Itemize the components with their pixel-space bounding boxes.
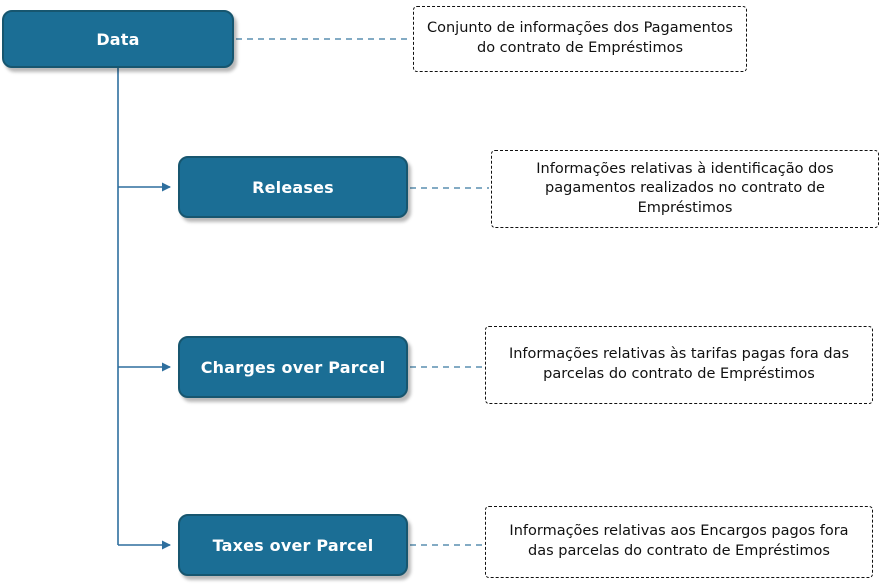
node-taxes-over-parcel[interactable] (178, 514, 408, 576)
note-releases-text: Informações relativas à identificação dos pagamentos realizados no contrato de Empréstimos (536, 160, 834, 216)
note-data (413, 6, 747, 72)
note-charges-over-parcel (485, 326, 873, 404)
note-data-text: Conjunto de informações dos Pagamentos do contrato de Empréstimos (427, 20, 733, 56)
note-charges-over-parcel-text: Informações relativas às tarifas pagas fora das parcelas do contrato de Empréstimos (508, 346, 850, 382)
note-taxes-over-parcel-text: Informações relativas aos Encargos pagos fora das parcelas do contrato de Empréstimos (509, 523, 849, 559)
node-taxes-over-parcel-label: Taxes over Parcel (212, 535, 374, 555)
note-releases (491, 150, 879, 228)
node-charges-over-parcel[interactable] (178, 336, 408, 398)
node-releases-label: Releases (252, 177, 334, 197)
note-taxes-over-parcel (485, 506, 873, 578)
node-releases[interactable] (178, 156, 408, 218)
node-data[interactable] (2, 10, 234, 68)
node-data-label: Data (96, 29, 140, 49)
node-charges-over-parcel-label: Charges over Parcel (200, 357, 386, 377)
